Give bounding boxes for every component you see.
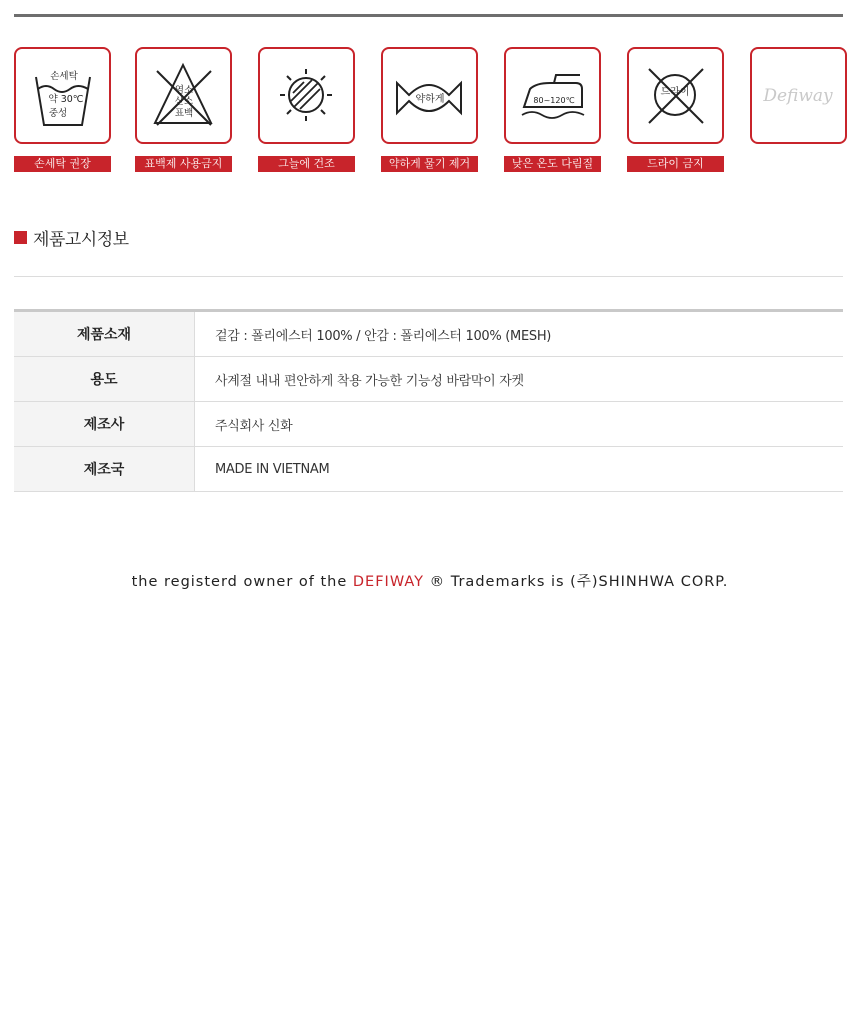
- gentle-wring-icon: [381, 47, 478, 144]
- hand-wash-icon: [14, 47, 111, 144]
- title-divider: [14, 276, 843, 277]
- brand-logo: [750, 47, 847, 144]
- section-title: [14, 226, 129, 248]
- section-title-text: 제품고시정보: [33, 229, 129, 250]
- trademark-suffix: ® Trademarks is (주)SHINHWA CORP.: [424, 574, 729, 590]
- gentle-wring-text: 약하게: [415, 94, 445, 105]
- care-item-low-iron: [504, 47, 601, 172]
- care-item-gentle-wring: [381, 47, 478, 172]
- top-divider: [14, 14, 843, 17]
- brand-logo-text: Defiway: [763, 86, 833, 106]
- row-label: 제품소재: [14, 311, 195, 357]
- care-label-no-bleach: 표백제 사용금지: [135, 156, 232, 172]
- no-bleach-line-1: 염소: [174, 85, 194, 96]
- row-label: 제조사: [14, 402, 195, 447]
- table-row: [14, 402, 843, 447]
- trademark-prefix: the registerd owner of the: [131, 574, 353, 590]
- row-value: MADE IN VIETNAM: [195, 447, 844, 492]
- care-label-low-iron: 낮은 온도 다림질: [504, 156, 601, 172]
- care-item-hand-wash: [14, 47, 111, 172]
- care-label-hand-wash: 손세탁 권장: [14, 156, 111, 172]
- no-dry-clean-text: 드라이: [660, 87, 690, 98]
- care-label-gentle-wring: 약하게 물기 제거: [381, 156, 478, 172]
- no-bleach-icon: [135, 47, 232, 144]
- product-info-table: [14, 309, 843, 492]
- section-marker: [14, 231, 27, 244]
- care-item-brand: [750, 47, 847, 144]
- care-item-shade-dry: [258, 47, 355, 172]
- shade-dry-icon: [258, 47, 355, 144]
- row-label: 제조국: [14, 447, 195, 492]
- care-item-no-dry-clean: [627, 47, 724, 172]
- row-value: 사계절 내내 편안하게 착용 가능한 기능성 바람막이 자켓: [195, 357, 844, 402]
- table-row: [14, 357, 843, 402]
- row-value: 주식회사 신화: [195, 402, 844, 447]
- trademark-notice: [0, 570, 860, 591]
- low-iron-icon: [504, 47, 601, 144]
- hand-wash-line-2: 약 30℃: [48, 94, 84, 105]
- care-item-no-bleach: [135, 47, 232, 172]
- care-label-no-dry-clean: 드라이 금지: [627, 156, 724, 172]
- care-label-shade-dry: 그늘에 건조: [258, 156, 355, 172]
- no-bleach-line-2: 산소: [174, 96, 194, 107]
- row-value: 겉감 : 폴리에스터 100% / 안감 : 폴리에스터 100% (MESH): [195, 311, 844, 357]
- hand-wash-line-1: 손세탁: [50, 71, 78, 82]
- hand-wash-line-3: 중성: [48, 108, 68, 119]
- table-row: [14, 311, 843, 357]
- row-label: 용도: [14, 357, 195, 402]
- no-dry-clean-icon: [627, 47, 724, 144]
- care-instructions: [14, 47, 854, 177]
- trademark-brand: DEFIWAY: [352, 574, 425, 590]
- table-row: [14, 447, 843, 492]
- no-bleach-line-3: 표백: [174, 108, 194, 119]
- low-iron-text: 80~120℃: [533, 96, 575, 105]
